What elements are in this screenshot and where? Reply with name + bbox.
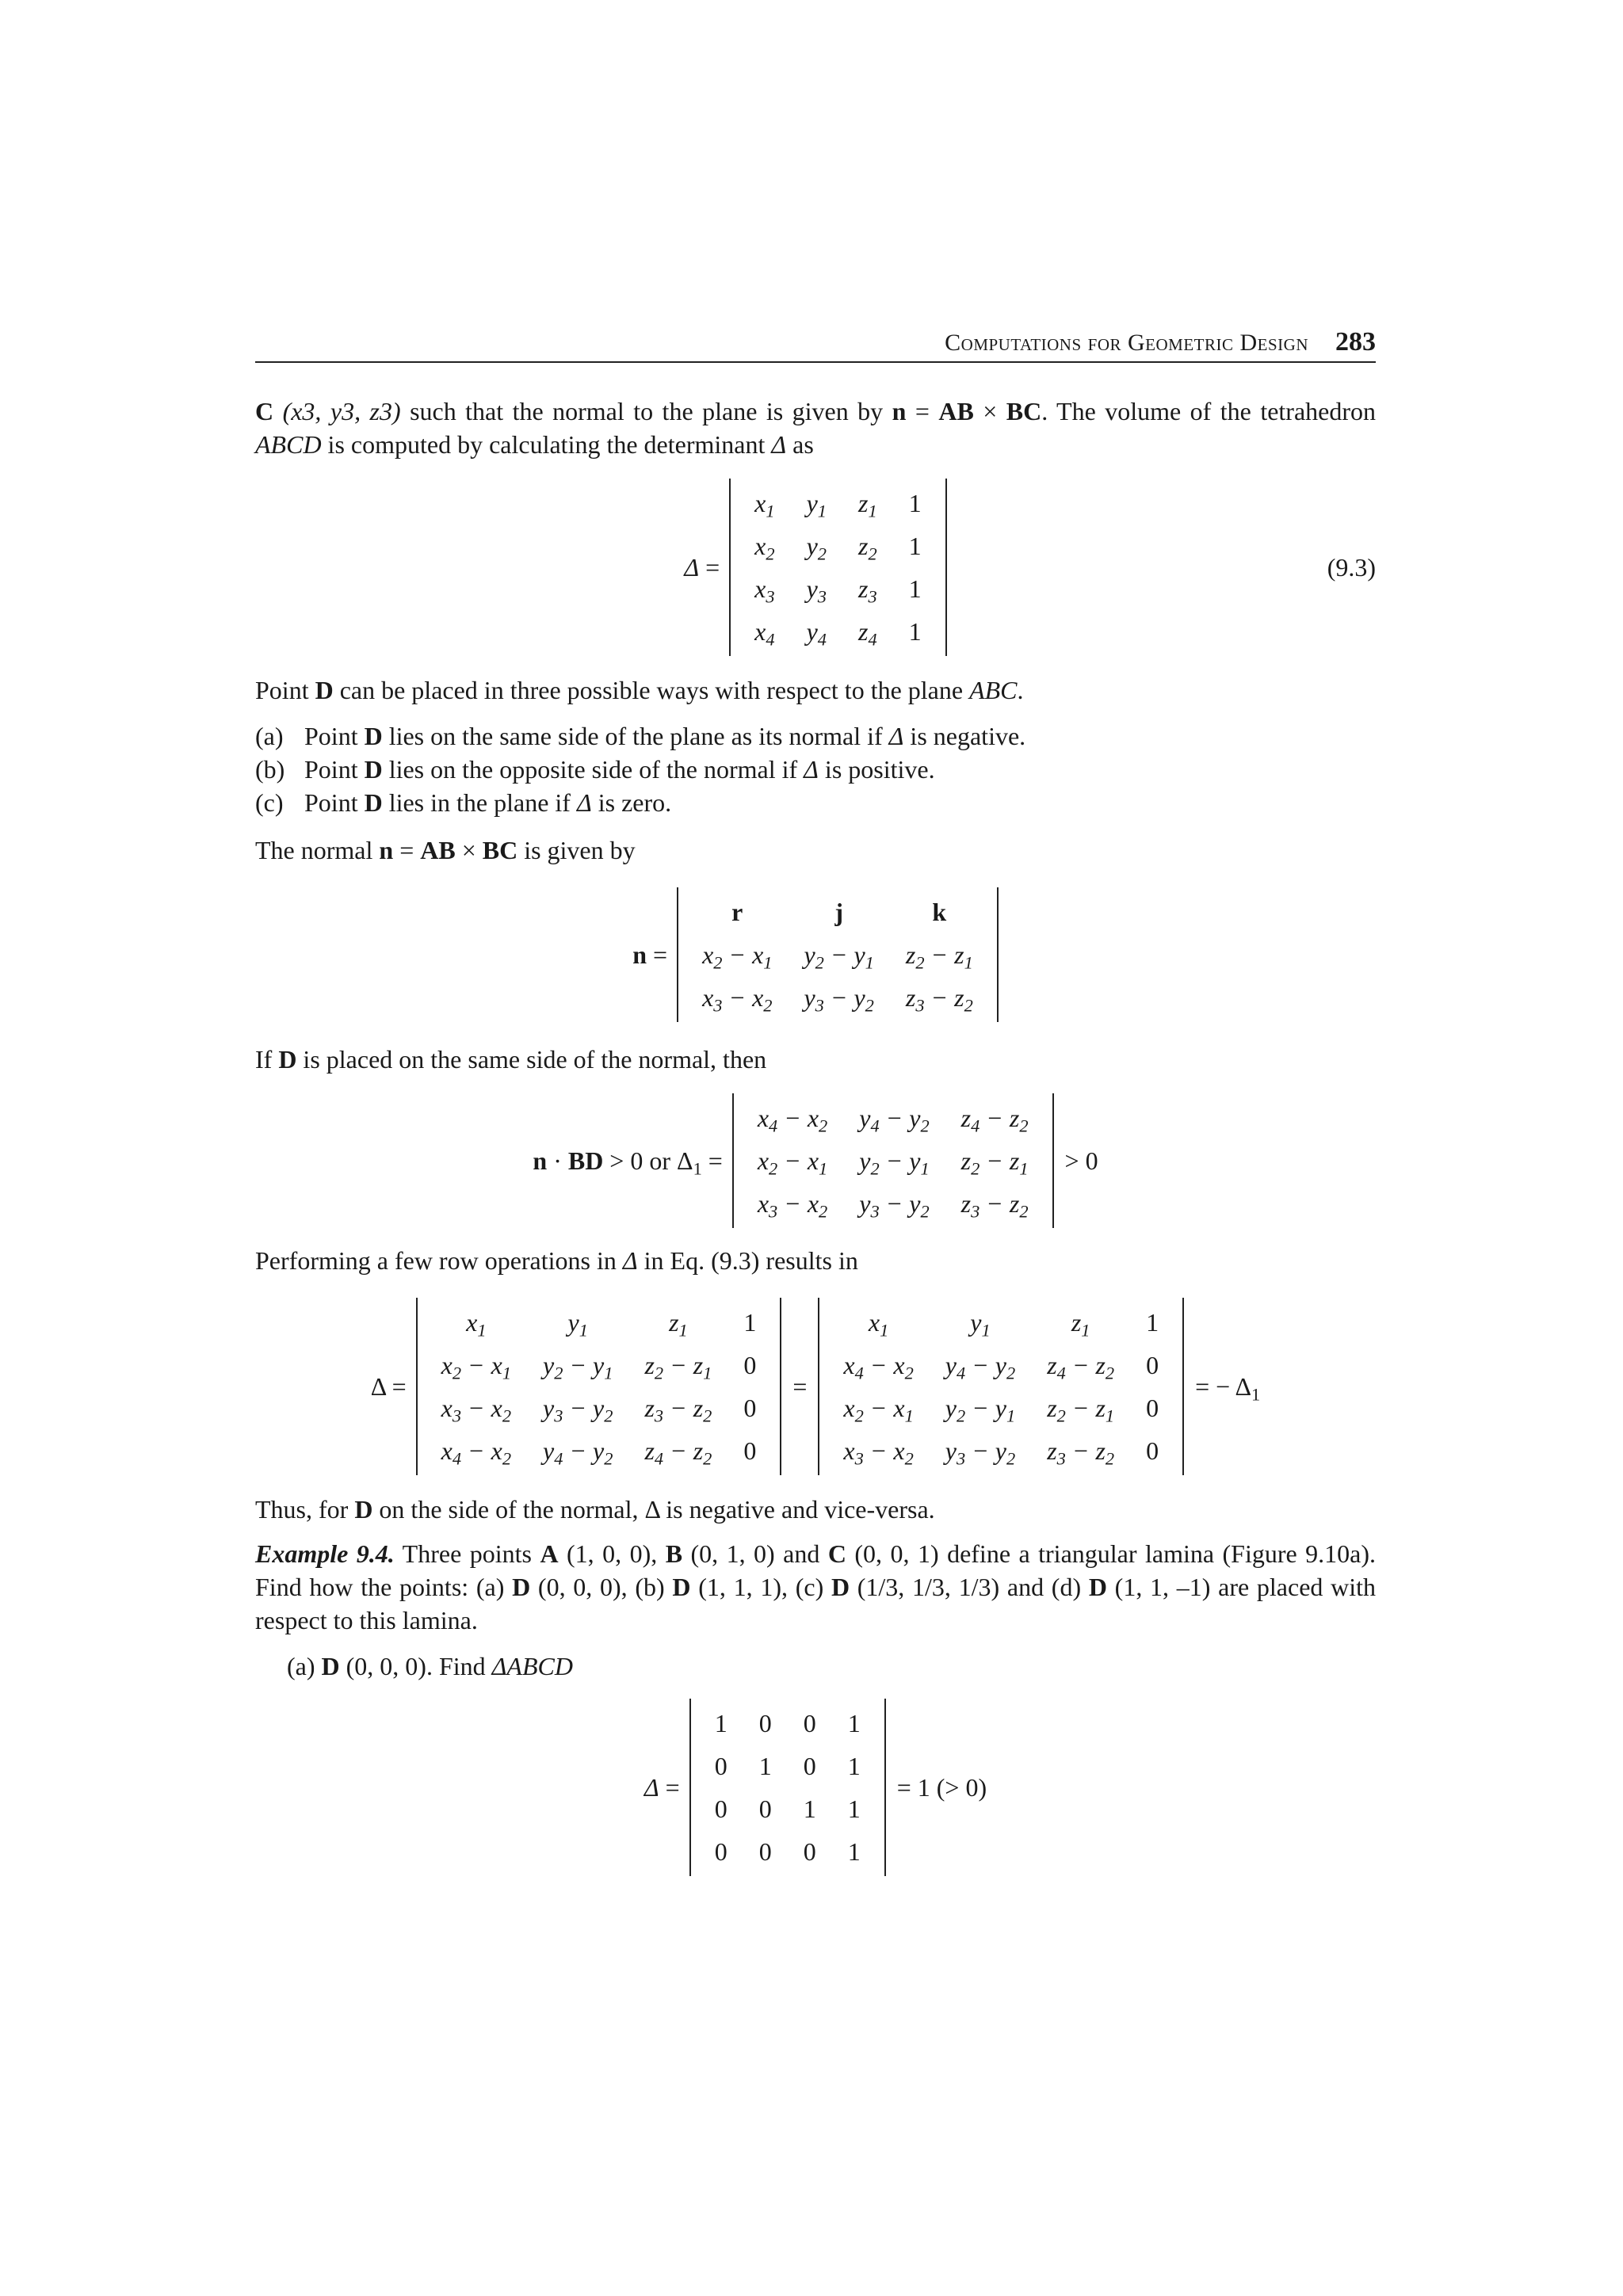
determinant-right: $x_1$ $y_1$ $z_1$ 1 $x_4 - x_2$ $y_4 - y_2$ $z_4 - z_2$ 0 $x_2 - x_1$ $y_2 - y_1$ $z_2 - z_1$ 0 $x_3 - x_2$ $y_3 - y_2$ $z_3 - z_2$ 0 (818, 1298, 1184, 1475)
paragraph-intro: C (x3, y3, z3) such that the normal to the plane is given by n = AB × BC. The volume of the tetrahedron ABCD is computed by calculating the determinant Δ as (255, 397, 1377, 459)
running-header (255, 326, 1376, 363)
paragraph-same-side: If D is placed on the same side of the normal, then (255, 1045, 767, 1074)
determinant-left: $x_1$ $y_1$ $z_1$ 1 $x_2 - x_1$ $y_2 - y_1$ $z_2 - z_1$ 0 $x_3 - x_2$ $y_3 - y_2$ $z_3 - z_2$ 0 $x_4 - x_2$ $y_4 - y_2$ $z_4 - z_2$ 0 (416, 1298, 782, 1475)
equation-normal: n = r j k $x_2 - x_1$ $y_2 - y_1$ $z_2 - z_1$ $x_3 - x_2$ $y_3 - y_2$ $z_3 - z_2$ (255, 887, 1376, 1022)
running-title: Computations for Geometric Design (945, 330, 1308, 356)
paragraph-conclusion: Thus, for D on the side of the normal, Δ is negative and vice-versa. (255, 1495, 935, 1524)
equation-part-a: Δ = 1 0 0 1 0 1 0 1 0 0 1 1 0 0 0 1 = 1 (> 0) (255, 1699, 1376, 1876)
determinant-normal: r j k $x_2 - x_1$ $y_2 - y_1$ $z_2 - z_1$ $x_3 - x_2$ $y_3 - y_2$ $z_3 - z_2$ (677, 887, 999, 1022)
equation-n-dot-bd: n · BD > 0 or $\Delta_1$ = $x_4 - x_2$ $y_4 - y_2$ $z_4 - z_2$ $x_2 - x_1$ $y_2 - y_1$ $z_2 - z_1$ $x_3 - x_2$ $y_3 - y_2$ $z_3 - z_2$ > 0 (255, 1093, 1376, 1228)
cases-list (255, 719, 1376, 819)
determinant-numeric: 1 0 0 1 0 1 0 1 0 0 1 1 0 0 0 1 (689, 1699, 886, 1876)
equation-9-3: Δ = $x_1$ $y_1$ $z_1$ 1 $x_2$ $y_2$ $z_2$ 1 $x_3$ $y_3$ $z_3$ 1 $x_4$ $y_4$ $z_4$ 1 (9.3) (255, 479, 1376, 656)
list-item: (c) Point D lies in the plane if Δ is zero. (255, 788, 672, 817)
paragraph-normal: The normal n = AB × BC is given by (255, 836, 636, 864)
paragraph-point-d: Point D can be placed in three possible ways with respect to the plane ABC. (255, 676, 1024, 704)
example-9-4: Example 9.4. Three points A (1, 0, 0), B (0, 1, 0) and C (0, 0, 1) define a triangular lamina (Figure 9.10a). Find how the points: (a) D (0, 0, 0), (b) D (1, 1, 1), (c) D (1/3, 1/3, 1/3) and (d) D (1, 1, –1) are placed with respect to this lamina. (255, 1539, 1377, 1634)
part-a: (a) D (0, 0, 0). Find ΔABCD (287, 1652, 573, 1680)
list-item: (b) Point D lies on the opposite side of the normal if Δ is positive. (255, 755, 935, 784)
page-number: 283 (1335, 327, 1376, 357)
equation-row-operations: Δ = $x_1$ $y_1$ $z_1$ 1 $x_2 - x_1$ $y_2 - y_1$ $z_2 - z_1$ 0 $x_3 - x_2$ $y_3 - y_2$ $z_3 - z_2$ 0 $x_4 - x_2$ $y_4 - y_2$ $z_4 - z_2$ 0 = $x_1$ $y_1$ $z_1$ 1 $x_4 - x_2$ $y_4 - y_2$ $z_4 - z_2$ 0 $x_2 - x_1$ $y_2 - y_1$ $z_2 - z_1$ 0 $x_3 - x_2$ $y_3 - y_2$ $z_3 - z_2$ 0 = − $\Delta_1$ (255, 1298, 1376, 1475)
determinant-delta1: $x_4 - x_2$ $y_4 - y_2$ $z_4 - z_2$ $x_2 - x_1$ $y_2 - y_1$ $z_2 - z_1$ $x_3 - x_2$ $y_3 - y_2$ $z_3 - z_2$ (732, 1093, 1054, 1228)
list-item: (a) Point D lies on the same side of the plane as its normal if Δ is negative. (255, 722, 1026, 750)
determinant-delta: $x_1$ $y_1$ $z_1$ 1 $x_2$ $y_2$ $z_2$ 1 $x_3$ $y_3$ $z_3$ 1 $x_4$ $y_4$ $z_4$ 1 (729, 479, 946, 656)
equation-number: (9.3) (1327, 553, 1376, 582)
paragraph-row-ops: Performing a few row operations in Δ in Eq. (9.3) results in (255, 1246, 858, 1275)
page (255, 326, 1376, 1876)
